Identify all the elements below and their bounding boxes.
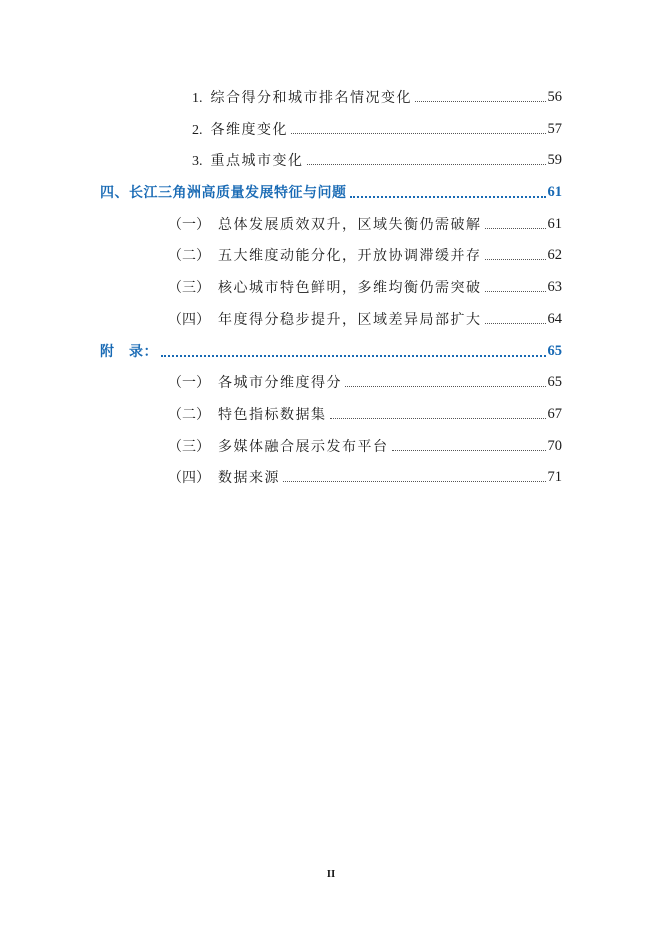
- toc-entry-text: 各维度变化: [210, 122, 288, 138]
- dot-leader: [415, 100, 546, 102]
- toc-entry-page: 57: [547, 120, 562, 137]
- toc-entry-text: 数据来源: [218, 470, 280, 486]
- toc-entry-title: [192, 119, 288, 139]
- toc-entry-page: 61: [547, 215, 562, 232]
- toc-entry-text: 多媒体融合展示发布平台: [218, 439, 389, 455]
- toc-entry-text: 核心城市特色鲜明，多维均衡仍需突破: [218, 280, 482, 296]
- toc-entry-title: [168, 245, 482, 265]
- toc-entry-title: [168, 277, 482, 297]
- toc-chapter-entry[interactable]: [100, 180, 562, 204]
- toc-chapter-page: 61: [547, 183, 562, 200]
- toc-entry-prefix: （四）: [168, 470, 210, 486]
- toc-entry-prefix: （四）: [168, 312, 210, 328]
- toc-entry-text: 重点城市变化: [210, 153, 304, 169]
- toc-entry-page: 64: [547, 310, 562, 327]
- toc-entry-page: 70: [547, 437, 562, 454]
- page-number: II: [326, 868, 336, 880]
- toc-entry-title: [168, 214, 482, 234]
- toc-entry-title: [168, 372, 342, 392]
- dot-leader: [345, 385, 546, 387]
- toc-entry-title: [168, 436, 389, 456]
- toc-entry-text: 年度得分稳步提升，区域差异局部扩大: [218, 312, 482, 328]
- dot-leader: [330, 417, 546, 419]
- dot-leader: [350, 195, 546, 198]
- toc-entry-prefix: 2.: [192, 123, 203, 138]
- toc-entry[interactable]: [168, 370, 562, 394]
- toc-entry[interactable]: [168, 243, 562, 267]
- toc-entry-prefix: （二）: [168, 407, 210, 423]
- toc-entry-prefix: （二）: [168, 248, 210, 264]
- toc-entry[interactable]: [168, 465, 562, 489]
- toc-entry-text: 各城市分维度得分: [218, 375, 342, 391]
- toc-entry[interactable]: [168, 212, 562, 236]
- toc-entry[interactable]: [168, 307, 562, 331]
- toc-entry-page: 56: [547, 88, 562, 105]
- toc-entry-text: 五大维度动能分化，开放协调滞缓并存: [218, 248, 482, 264]
- dot-leader: [485, 290, 546, 292]
- toc-entry-text: 总体发展质效双升，区域失衡仍需破解: [218, 217, 482, 233]
- toc-entry-page: 65: [547, 373, 562, 390]
- toc-entry-prefix: 3.: [192, 154, 203, 169]
- toc-entry[interactable]: [168, 275, 562, 299]
- toc-entry-page: 62: [547, 246, 562, 263]
- toc-chapter-entry[interactable]: [100, 339, 562, 363]
- toc-entry-title: [168, 309, 482, 329]
- toc-entry[interactable]: [192, 117, 562, 141]
- toc-entry-title: [168, 404, 327, 424]
- dot-leader: [291, 132, 546, 134]
- toc-entry-prefix: （三）: [168, 439, 210, 455]
- toc-entry-prefix: （一）: [168, 217, 210, 233]
- toc-entry[interactable]: [192, 85, 562, 109]
- toc-entry-page: 63: [547, 278, 562, 295]
- toc-entry-title: [192, 150, 304, 170]
- toc-entry-text: 综合得分和城市排名情况变化: [210, 90, 412, 106]
- dot-leader: [161, 354, 546, 357]
- toc-entry-page: 59: [547, 151, 562, 168]
- dot-leader: [283, 480, 546, 482]
- dot-leader: [485, 227, 546, 229]
- dot-leader: [485, 322, 546, 324]
- dot-leader: [392, 449, 546, 451]
- toc-chapter-title: 附 录：: [100, 344, 158, 360]
- toc-entry[interactable]: [192, 148, 562, 172]
- toc-entry-page: 67: [547, 405, 562, 422]
- toc-entry[interactable]: [168, 434, 562, 458]
- toc-entry[interactable]: [168, 402, 562, 426]
- toc-entry-prefix: （一）: [168, 375, 210, 391]
- toc-entry-text: 特色指标数据集: [218, 407, 327, 423]
- dot-leader: [485, 258, 546, 260]
- toc-entry-prefix: （三）: [168, 280, 210, 296]
- toc-entry-title: [192, 87, 412, 107]
- toc-chapter-title: 四、长江三角洲高质量发展特征与问题: [100, 185, 347, 201]
- toc-entry-prefix: 1.: [192, 91, 203, 106]
- dot-leader: [307, 163, 546, 165]
- toc-entry-title: [168, 467, 280, 487]
- toc-entry-page: 71: [547, 468, 562, 485]
- toc-chapter-page: 65: [547, 342, 562, 359]
